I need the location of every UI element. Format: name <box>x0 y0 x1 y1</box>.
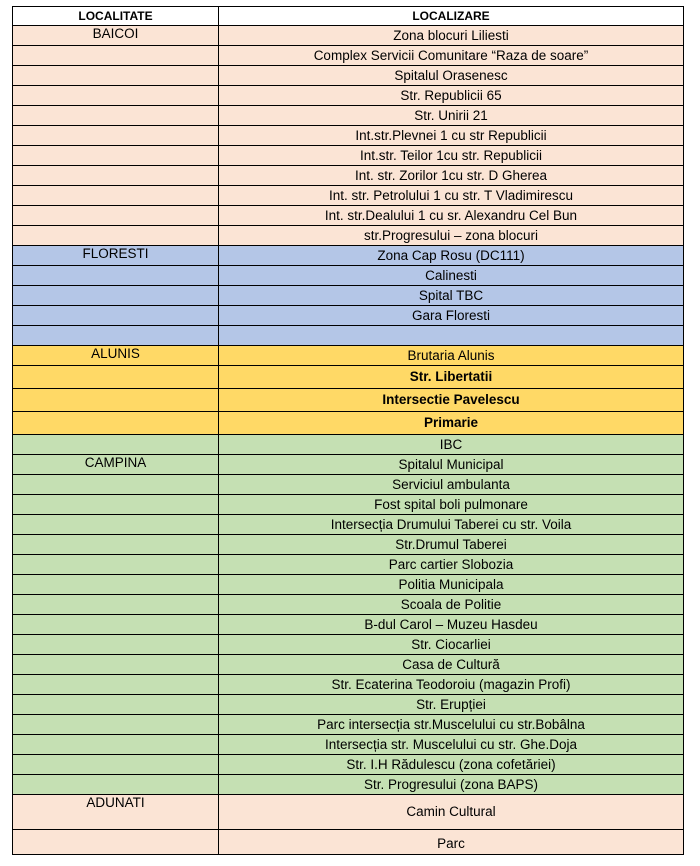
table-row <box>13 412 684 435</box>
localitate-cell <box>13 326 219 346</box>
localitate-cell <box>13 166 219 186</box>
localizare-cell: Parc <box>219 830 684 855</box>
localitate-cell: FLORESTI <box>13 246 219 266</box>
localitate-cell <box>13 46 219 66</box>
localizare-cell: Int.str.Plevnei 1 cu str Republicii <box>219 126 684 146</box>
localitate-cell <box>13 266 219 286</box>
localizare-cell: Intersecția str. Muscelului cu str. Ghe.Doja <box>219 735 684 755</box>
table-row <box>13 106 684 126</box>
localitate-cell: CAMPINA <box>13 455 219 475</box>
localizare-cell <box>219 326 684 346</box>
table-row <box>13 495 684 515</box>
localitate-cell: ADUNATI <box>13 795 219 830</box>
localizare-cell: Str. Unirii 21 <box>219 106 684 126</box>
localitate-cell <box>13 755 219 775</box>
table-row <box>13 346 684 366</box>
localitate-cell <box>13 475 219 495</box>
table-row <box>13 675 684 695</box>
localitate-cell <box>13 186 219 206</box>
table-row <box>13 755 684 775</box>
localizare-cell: B-dul Carol – Muzeu Hasdeu <box>219 615 684 635</box>
localizare-cell: Parc intersecția str.Muscelului cu str.Bobâlna <box>219 715 684 735</box>
localizare-cell: Str. I.H Rădulescu (zona cofetăriei) <box>219 755 684 775</box>
localizare-cell: Brutaria Alunis <box>219 346 684 366</box>
localitate-cell <box>13 495 219 515</box>
localizare-cell: Primarie <box>219 412 684 435</box>
table-row <box>13 475 684 495</box>
localitate-cell <box>13 106 219 126</box>
localizare-cell: Int.str. Teilor 1cu str. Republicii <box>219 146 684 166</box>
localitate-cell <box>13 306 219 326</box>
table-row <box>13 575 684 595</box>
table-row <box>13 206 684 226</box>
table-row <box>13 86 684 106</box>
table-row <box>13 655 684 675</box>
localizare-cell: str.Progresului – zona blocuri <box>219 226 684 246</box>
locations-table <box>12 6 684 855</box>
localizare-cell: Intersecția Drumului Taberei cu str. Voila <box>219 515 684 535</box>
localizare-cell: Str. Ecaterina Teodoroiu (magazin Profi) <box>219 675 684 695</box>
table-row <box>13 186 684 206</box>
table-row <box>13 735 684 755</box>
localizare-cell: Int. str.Dealului 1 cu sr. Alexandru Cel Bun <box>219 206 684 226</box>
localizare-cell: Spital TBC <box>219 286 684 306</box>
localizare-cell: Str. Erupției <box>219 695 684 715</box>
localitate-cell <box>13 595 219 615</box>
localizare-cell: Str. Libertatii <box>219 366 684 389</box>
table-row <box>13 795 684 830</box>
localitate-cell <box>13 389 219 412</box>
localizare-cell: Zona Cap Rosu (DC111) <box>219 246 684 266</box>
table-row <box>13 830 684 855</box>
localitate-cell <box>13 286 219 306</box>
localizare-cell: Str. Republicii 65 <box>219 86 684 106</box>
table-row <box>13 775 684 795</box>
table-row <box>13 515 684 535</box>
localitate-cell <box>13 146 219 166</box>
localitate-cell <box>13 66 219 86</box>
localitate-cell <box>13 535 219 555</box>
localitate-cell <box>13 715 219 735</box>
table-row <box>13 326 684 346</box>
localizare-cell: Intersectie Pavelescu <box>219 389 684 412</box>
table-row <box>13 286 684 306</box>
table-row <box>13 46 684 66</box>
table-row <box>13 535 684 555</box>
table-row <box>13 166 684 186</box>
localitate-cell: BAICOI <box>13 26 219 46</box>
localitate-cell <box>13 206 219 226</box>
localizare-cell: Zona blocuri Liliesti <box>219 26 684 46</box>
localitate-cell <box>13 635 219 655</box>
table-row <box>13 455 684 475</box>
localizare-cell: Spitalul Municipal <box>219 455 684 475</box>
localizare-cell: Calinesti <box>219 266 684 286</box>
header-localizare: LOCALIZARE <box>219 7 684 26</box>
table-row <box>13 226 684 246</box>
localitate-cell <box>13 435 219 455</box>
localizare-cell: Serviciul ambulanta <box>219 475 684 495</box>
localizare-cell: Camin Cultural <box>219 795 684 830</box>
table-row <box>13 615 684 635</box>
table-row <box>13 695 684 715</box>
header-localitate: LOCALITATE <box>13 7 219 26</box>
localitate-cell <box>13 366 219 389</box>
localizare-cell: Fost spital boli pulmonare <box>219 495 684 515</box>
localizare-cell: Gara Floresti <box>219 306 684 326</box>
localizare-cell: Int. str. Zorilor 1cu str. D Gherea <box>219 166 684 186</box>
localitate-cell <box>13 615 219 635</box>
table-row <box>13 366 684 389</box>
localizare-cell: Scoala de Politie <box>219 595 684 615</box>
table-row <box>13 306 684 326</box>
localizare-cell: Casa de Cultură <box>219 655 684 675</box>
localitate-cell <box>13 775 219 795</box>
localitate-cell <box>13 515 219 535</box>
localizare-cell: Spitalul Orasenesc <box>219 66 684 86</box>
localitate-cell <box>13 695 219 715</box>
table-row <box>13 555 684 575</box>
table-row <box>13 435 684 455</box>
table-row <box>13 635 684 655</box>
table-row <box>13 389 684 412</box>
localitate-cell <box>13 675 219 695</box>
table-row <box>13 715 684 735</box>
table-row <box>13 26 684 46</box>
localizare-cell: Str. Ciocarliei <box>219 635 684 655</box>
table-row <box>13 146 684 166</box>
header-row <box>13 7 684 26</box>
localizare-cell: Str. Progresului (zona BAPS) <box>219 775 684 795</box>
localitate-cell <box>13 555 219 575</box>
localizare-cell: Str.Drumul Taberei <box>219 535 684 555</box>
localitate-cell <box>13 126 219 146</box>
table-body <box>13 26 684 855</box>
table-row <box>13 66 684 86</box>
localizare-cell: Politia Municipala <box>219 575 684 595</box>
localitate-cell <box>13 735 219 755</box>
table-row <box>13 126 684 146</box>
localitate-cell <box>13 655 219 675</box>
localizare-cell: Complex Servicii Comunitare “Raza de soare” <box>219 46 684 66</box>
table-row <box>13 266 684 286</box>
table-row <box>13 595 684 615</box>
localitate-cell <box>13 830 219 855</box>
table-row <box>13 246 684 266</box>
localitate-cell: ALUNIS <box>13 346 219 366</box>
localitate-cell <box>13 412 219 435</box>
localizare-cell: Parc cartier Slobozia <box>219 555 684 575</box>
localitate-cell <box>13 86 219 106</box>
localitate-cell <box>13 226 219 246</box>
localizare-cell: Int. str. Petrolului 1 cu str. T Vladimirescu <box>219 186 684 206</box>
localizare-cell: IBC <box>219 435 684 455</box>
localitate-cell <box>13 575 219 595</box>
